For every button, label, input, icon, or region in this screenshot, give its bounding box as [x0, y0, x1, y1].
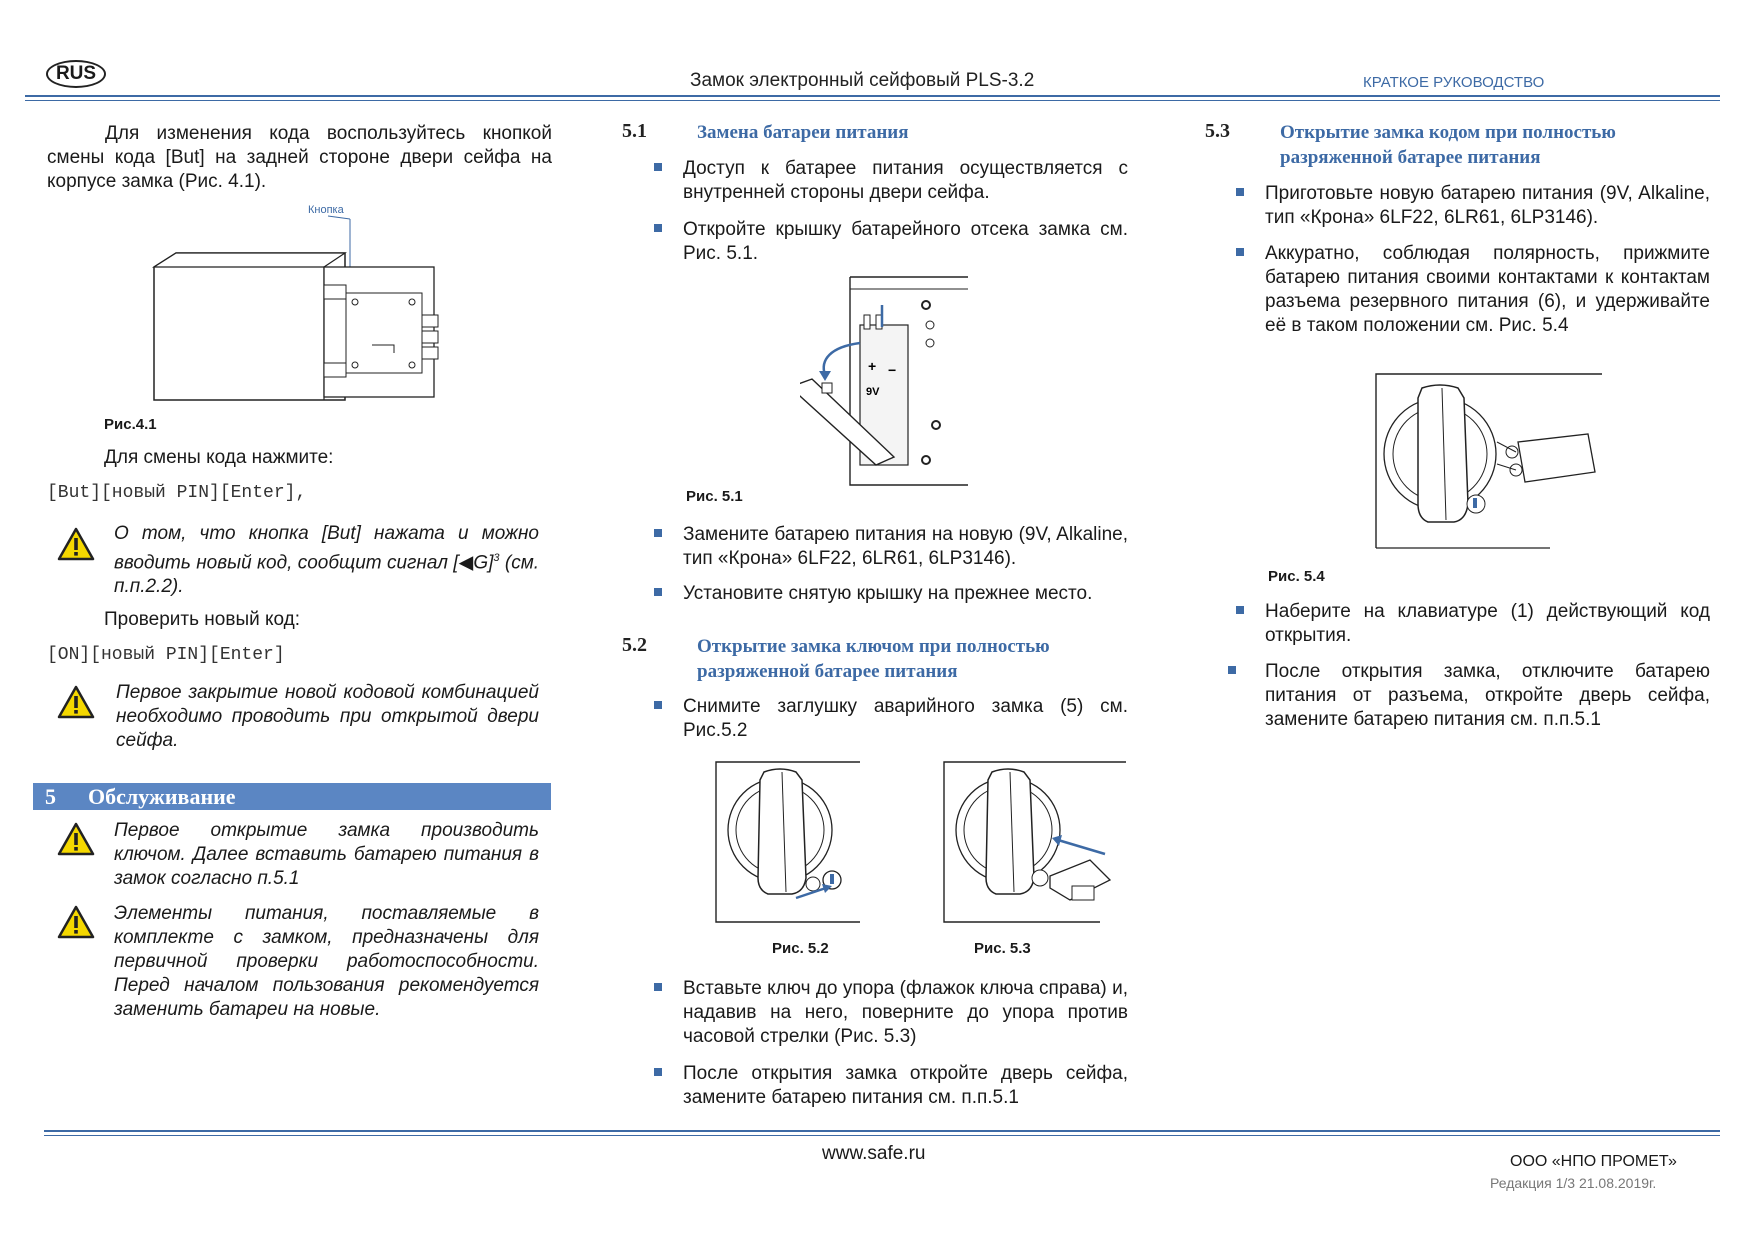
svg-text:+: +	[868, 358, 877, 374]
figure-5-1	[800, 275, 970, 490]
bullet	[654, 701, 662, 709]
svg-text:−: −	[888, 362, 897, 378]
key-insertion-illustration	[940, 760, 1130, 925]
bullet-remove-plug: Снимите заглушку аварийного замка (5) см. Рис.5.2	[683, 696, 1128, 741]
section-5-number: 5	[45, 784, 56, 809]
bullet	[654, 224, 662, 232]
bullet-enter-code: Наберите на клавиатуре (1) действующий код открытия.	[1265, 601, 1710, 646]
figure-5-2-caption: Рис. 5.2	[772, 940, 829, 957]
figure-4-1	[150, 205, 460, 405]
warning-batteries-supplied: Элементы питания, поставляемые в комплекте с замком, предназначены для первичной проверки работоспособности. Перед началом пользования рекомендуется заменить батареи на новые.	[114, 903, 539, 1020]
figure-5-4-caption: Рис. 5.4	[1268, 568, 1325, 585]
change-code-text: Для смены кода нажмите:	[104, 447, 334, 468]
section-5-title: Обслуживание	[88, 784, 236, 809]
bullet-open-cover: Откройте крышку батарейного отсека замка см. Рис. 5.1.	[683, 219, 1128, 264]
figure-5-2	[712, 760, 862, 925]
bullet	[1228, 666, 1236, 674]
warning-button-signal: О том, что кнопка [But] нажата и можно вводить новый код, сообщит сигнал [◀G]$^3$ (см. п.п.2.2).	[114, 523, 540, 598]
button-label: Кнопка	[308, 205, 344, 216]
bullet	[654, 1068, 662, 1076]
svg-text:9V: 9V	[866, 386, 880, 398]
safe-door-illustration	[150, 205, 460, 405]
warning-first-closing: Первое закрытие новой кодовой комбинацией необходимо проводить при открытой двери сейфа.	[116, 682, 539, 751]
warning-icon	[57, 905, 95, 944]
figure-5-3	[940, 760, 1130, 925]
figure-4-1-caption: Рис.4.1	[104, 416, 157, 433]
figure-5-3-caption: Рис. 5.3	[974, 940, 1031, 957]
bullet-disconnect-battery: После открытия замка, отключите батарею питания от разъема, откройте дверь сейфа, замените батарею питания см. п.п.5.1	[1265, 661, 1710, 730]
section-5-1-number: 5.1	[622, 120, 647, 142]
header-divider-thin	[25, 100, 1720, 101]
battery-compartment-illustration	[800, 275, 970, 490]
section-5-2-number: 5.2	[622, 634, 647, 656]
warning-icon	[57, 527, 95, 566]
bullet-insert-key: Вставьте ключ до упора (флажок ключа справа) и, надавив на него, поверните до упора против часовой стрелки (Рис. 5.3)	[683, 978, 1128, 1047]
warning-first-opening: Первое открытие замка производить ключом. Далее вставить батарею питания в замок согласно п.5.1	[114, 820, 539, 889]
bullet-prepare-battery: Приготовьте новую батарею питания (9V, Alkaline, тип «Крона» 6LF22, 6LR61, 6LP3146).	[1265, 183, 1710, 228]
section-5-1-title: Замена батареи питания	[697, 122, 909, 143]
figure-5-1-caption: Рис. 5.1	[686, 488, 743, 505]
emergency-lock-plug-illustration	[712, 760, 862, 925]
sound-icon: ◀	[458, 552, 474, 574]
bullet	[1236, 606, 1244, 614]
footer-divider	[44, 1130, 1720, 1132]
figure-5-4	[1370, 372, 1605, 552]
footer-divider-thin	[44, 1135, 1720, 1136]
bullet-battery-access: Доступ к батарее питания осуществляется с внутренней стороны двери сейфа.	[683, 158, 1128, 203]
section-5-2-title: Открытие замка ключом при полностью разряженной батарее питания	[697, 636, 1050, 682]
bullet	[1236, 248, 1244, 256]
language-badge: RUS	[46, 60, 106, 88]
bullet-press-battery: Аккуратно, соблюдая полярность, прижмите батарею питания своими контактами к контактам разъема резервного питания (6), и удерживайте её в таком положении см. Рис. 5.4	[1265, 243, 1710, 336]
bullet-replace-battery: Замените батарею питания на новую (9V, Alkaline, тип «Крона» 6LF22, 6LR61, 6LP3146).	[683, 524, 1128, 569]
document-title: Замок электронный сейфовый PLS-3.2	[690, 70, 1035, 91]
backup-battery-illustration	[1370, 372, 1605, 552]
check-code-sequence: [ON][новый PIN][Enter]	[47, 645, 285, 665]
section-5-header	[33, 783, 551, 810]
bullet-after-opening: После открытия замка откройте дверь сейфа, замените батарею питания см. п.п.5.1	[683, 1063, 1128, 1108]
bullet	[654, 588, 662, 596]
website-link[interactable]: www.safe.ru	[822, 1143, 926, 1164]
header-divider	[25, 95, 1720, 97]
company-name: ООО «НПО ПРОМЕТ»	[1510, 1153, 1677, 1170]
document-type: КРАТКОЕ РУКОВОДСТВО	[1363, 74, 1545, 91]
warning-icon	[57, 685, 95, 724]
check-code-text: Проверить новый код:	[104, 609, 301, 630]
bullet	[654, 529, 662, 537]
warning-icon	[57, 822, 95, 861]
section-5-3-number: 5.3	[1205, 120, 1230, 142]
bullet	[654, 983, 662, 991]
bullet	[654, 163, 662, 171]
change-code-sequence: [But][новый PIN][Enter],	[47, 483, 307, 503]
intro-paragraph: Для изменения кода воспользуйтесь кнопкой смены кода [But] на задней стороне двери сейфа на корпусе замка (Рис. 4.1).	[47, 123, 552, 192]
section-5-3-title: Открытие замка кодом при полностью разряженной батарее питания	[1280, 122, 1616, 168]
edition-info: Редакция 1/3 21.08.2019г.	[1490, 1175, 1657, 1191]
bullet-reinstall-cover: Установите снятую крышку на прежнее место.	[683, 583, 1093, 604]
bullet	[1236, 188, 1244, 196]
